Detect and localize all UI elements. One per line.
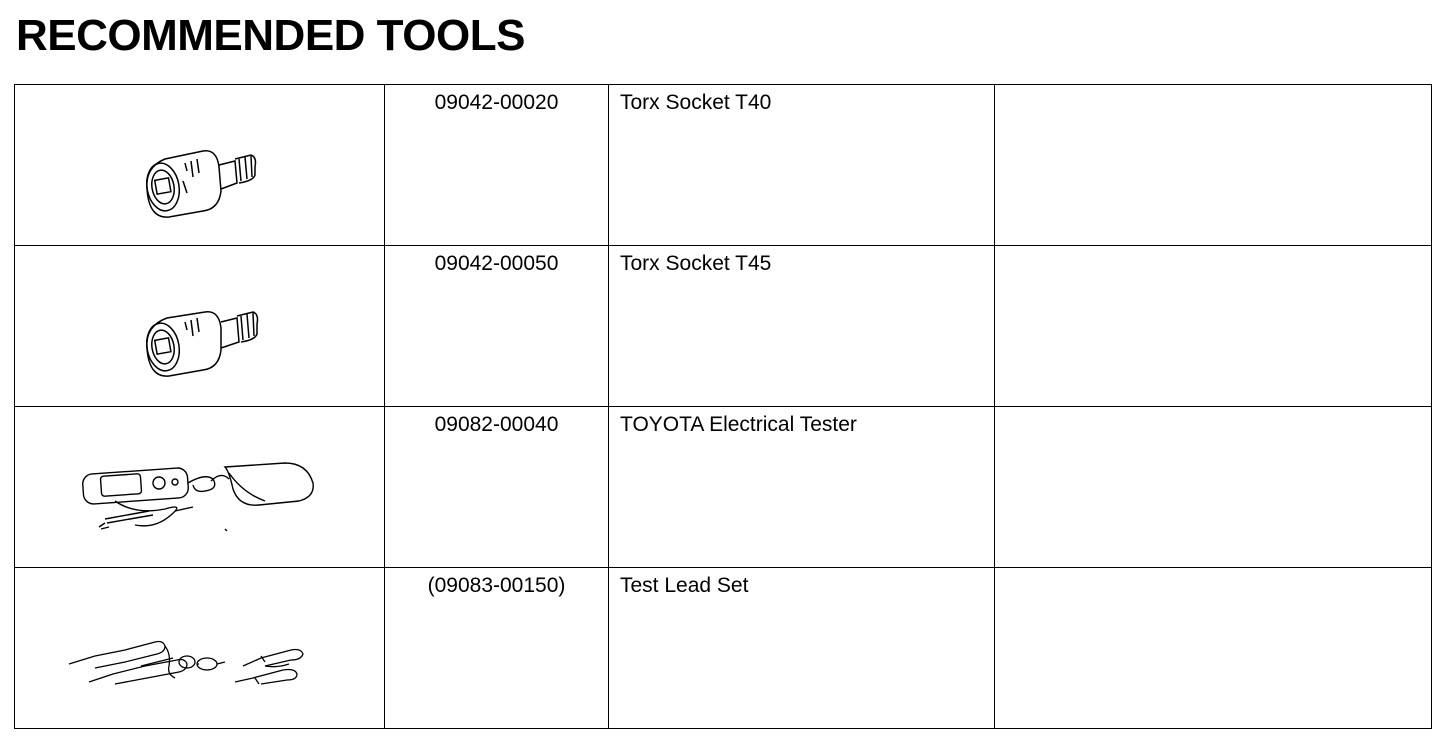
tools-table: [14, 84, 1432, 729]
tool-name: TOYOTA Electrical Tester: [609, 407, 995, 568]
tool-image-cell: [15, 85, 385, 246]
tool-name: Torx Socket T45: [609, 246, 995, 407]
part-number: 09082-00040: [385, 407, 609, 568]
tool-row: [15, 568, 1432, 729]
page-title: RECOMMENDED TOOLS: [16, 11, 525, 60]
tool-row: [15, 85, 1432, 246]
torx-socket-illustration: [125, 292, 275, 392]
remarks-cell: [995, 85, 1432, 246]
electrical-tester-illustration: [75, 449, 325, 549]
test-lead-set-illustration: [65, 626, 335, 706]
torx-socket-illustration: [125, 137, 275, 237]
part-number: 09042-00050: [385, 246, 609, 407]
tool-image-cell: [15, 246, 385, 407]
remarks-cell: [995, 407, 1432, 568]
part-number: 09042-00020: [385, 85, 609, 246]
tool-name: Test Lead Set: [609, 568, 995, 729]
remarks-cell: [995, 568, 1432, 729]
tool-row: [15, 407, 1432, 568]
remarks-cell: [995, 246, 1432, 407]
tool-name: Torx Socket T40: [609, 85, 995, 246]
tool-row: [15, 246, 1432, 407]
tool-image-cell: [15, 568, 385, 729]
part-number: (09083-00150): [385, 568, 609, 729]
tool-image-cell: [15, 407, 385, 568]
